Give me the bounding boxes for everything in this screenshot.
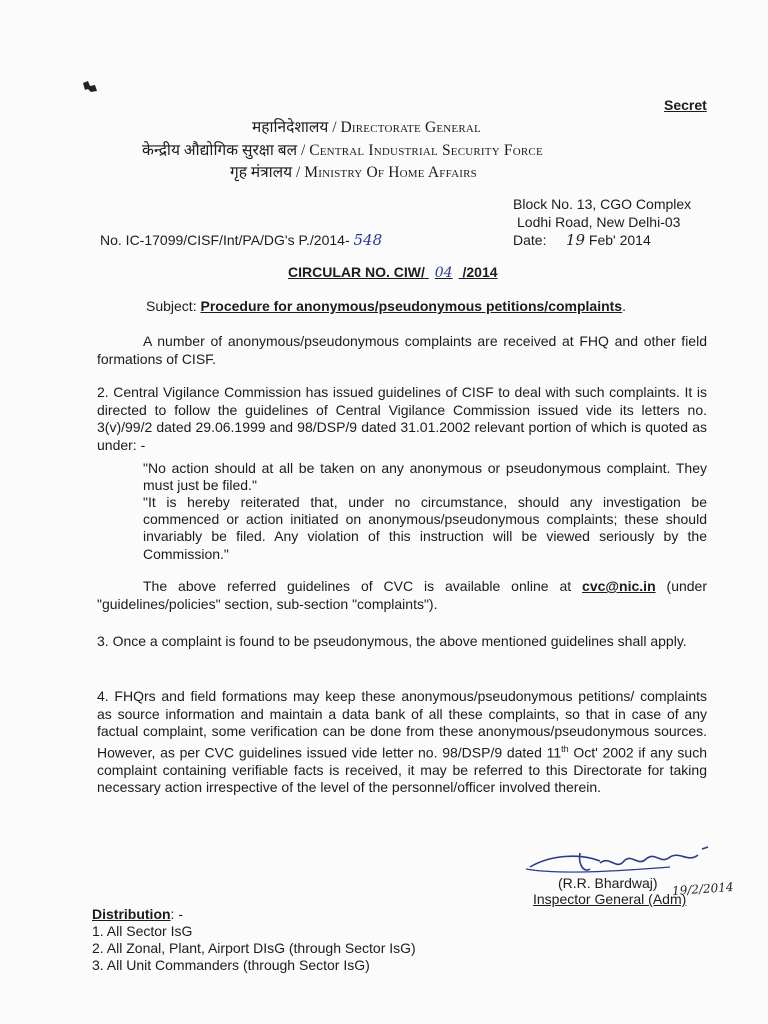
quote-1: "No action should at all be taken on any anonymous or pseudonymous complaint. They must just be filed."	[143, 460, 707, 494]
paragraph-2: 2. Central Vigilance Commission has issued guidelines of CISF to deal with such complaints. It is directed to follow the guidelines of Central Vigilance Commission issued vide its letters no. 3(v)/99/2 dated 29.06.1999 and 98/DSP/9 dated 31.01.2002 relevant portion of which is quoted as under: -	[97, 384, 707, 453]
distribution-item: 1. All Sector IsG	[92, 923, 193, 939]
paragraph-4-superscript: th	[561, 743, 569, 754]
header-ministry-english: Ministry Of Home Affairs	[304, 164, 477, 181]
circular-number	[288, 264, 498, 281]
header-ministry-hindi: गृह मंत्रालय	[230, 164, 293, 181]
distribution-item: 3. All Unit Commanders (through Sector IsG)	[92, 957, 370, 973]
header-force-english: Central Industrial Security Force	[309, 142, 543, 159]
cvc-email-link[interactable]: cvc@nic.in	[582, 578, 656, 594]
reference-number-text: No. IC-17099/CISF/Int/PA/DG's P./2014-	[100, 232, 350, 248]
header-directorate: महानिदेशालय / Directorate General	[252, 119, 481, 136]
header-force: केन्द्रीय औद्योगिक सुरक्षा बल / Central Industrial Security Force	[142, 142, 543, 159]
paragraph-1: A number of anonymous/pseudonymous complaints are received at FHQ and other field formations of CISF.	[97, 333, 707, 367]
signatory-designation: Inspector General (Adm)	[533, 891, 687, 907]
paragraph-4	[97, 688, 707, 797]
distribution-title: Distribution	[92, 906, 171, 922]
reference-number-handwritten: 548	[353, 231, 383, 249]
address-line-1: Block No. 13, CGO Complex	[513, 196, 692, 212]
paragraph-4-text-a: 4. FHQrs and field formations may keep these anonymous/pseudonymous petitions/ complaints as source information and maintain a data bank of all these complaints, so that in case of any factual complaint, some verification can be done from these anonymous/pseudonymous sources. However, as per CVC guidelines issued vide letter no. 98/DSP/9 dated 11	[97, 688, 707, 761]
signature-handwritten-date: 19/2/2014	[671, 879, 734, 899]
paragraph-cvc-text-a: The above referred guidelines of CVC is available online at	[143, 578, 572, 594]
header-ministry: गृह मंत्रालय / Ministry Of Home Affairs	[230, 164, 477, 181]
header-force-hindi: केन्द्रीय औद्योगिक सुरक्षा बल	[142, 142, 298, 159]
classification-label: Secret	[664, 97, 707, 113]
subject-period: .	[622, 298, 626, 314]
signatory-name: (R.R. Bhardwaj)	[558, 875, 658, 891]
reference-number	[100, 231, 382, 249]
circular-handwritten-number: 04	[434, 265, 453, 281]
paragraph-cvc-text-b: (under "guidelines/policies" section, sub-section "complaints").	[97, 578, 707, 612]
subject-text: Procedure for anonymous/pseudonymous petitions/complaints	[200, 298, 623, 314]
date-label: Date:	[513, 232, 547, 248]
circular-suffix: /2014	[462, 264, 498, 280]
distribution-title-suffix: : -	[170, 906, 183, 922]
address-line-2: Lodhi Road, New Delhi-03	[517, 214, 681, 230]
subject-label: Subject:	[146, 298, 197, 314]
date-handwritten-day: 19	[565, 231, 586, 249]
quote-2: "It is hereby reiterated that, under no circumstance, should any investigation be commenced or action initiated on anonymous/pseudonymous complaints; these should invariably be filed. Any violation of this instruction will be viewed seriously by the Commission."	[143, 494, 707, 562]
subject-line	[146, 298, 626, 314]
paragraph-4-text-b: Oct' 2002 if any such complaint containing verifiable facts is received, it may be referred to this Directorate for taking necessary action irrespective of the level of the personnel/officer involved therein.	[97, 744, 707, 796]
distribution-item: 2. All Zonal, Plant, Airport DIsG (through Sector IsG)	[92, 940, 416, 956]
header-directorate-hindi: महानिदेशालय	[252, 119, 329, 136]
date-month-year: Feb' 2014	[588, 232, 651, 248]
distribution-list	[92, 906, 416, 974]
circular-prefix: CIRCULAR NO. CIW/	[288, 264, 425, 280]
paragraph-cvc-link	[97, 578, 707, 613]
letter-date	[513, 231, 651, 249]
corner-mark-icon	[82, 80, 98, 94]
distribution-title-row	[92, 906, 416, 923]
header-directorate-english: Directorate General	[340, 119, 481, 136]
paragraph-3: 3. Once a complaint is found to be pseudonymous, the above mentioned guidelines shall apply.	[97, 633, 687, 649]
